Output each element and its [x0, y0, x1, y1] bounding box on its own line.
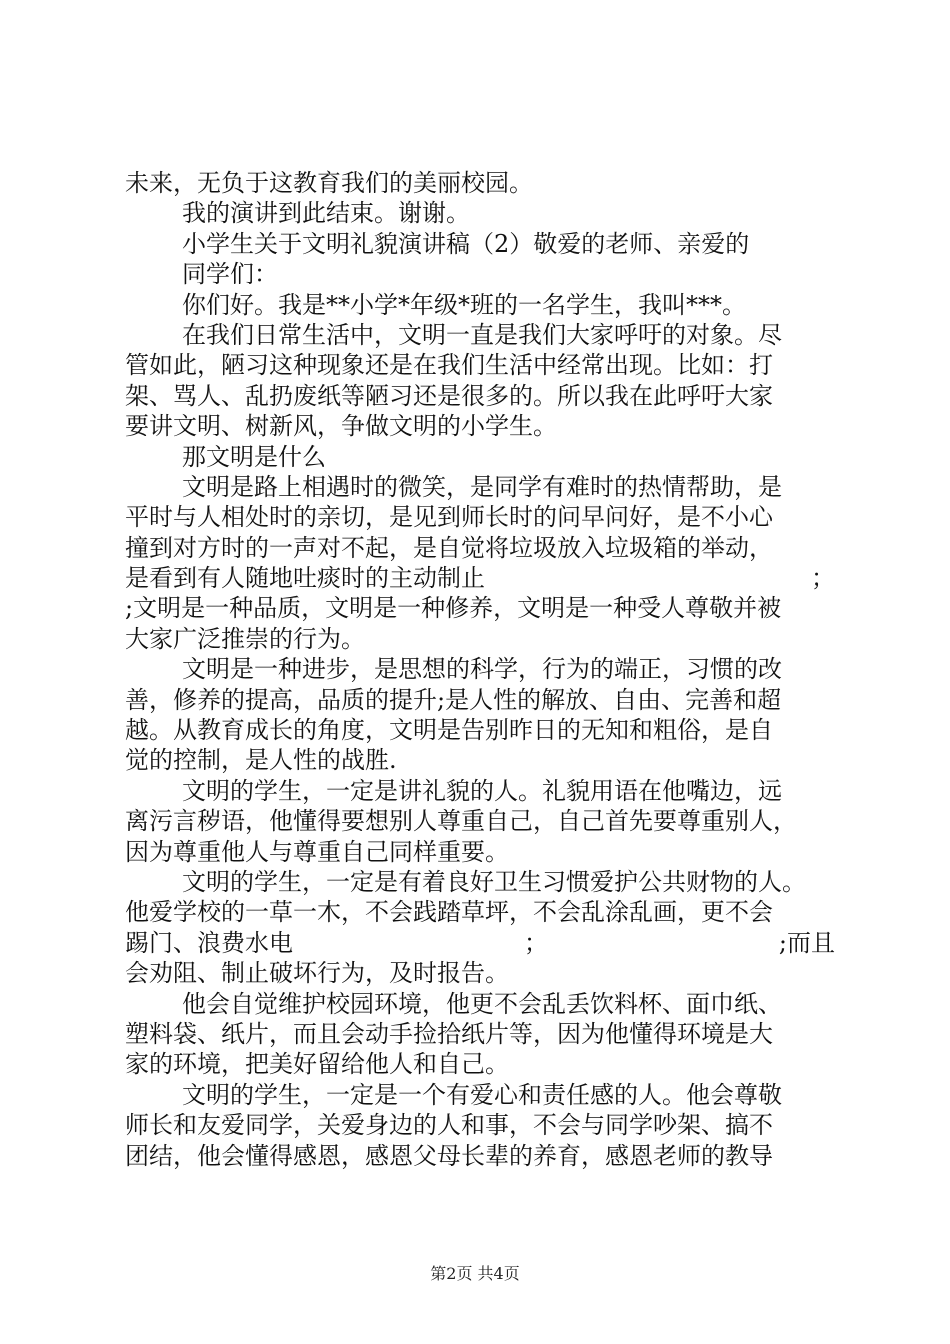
text-line: 大家广泛推崇的行为。 [125, 624, 365, 653]
text-line: 文明是一种进步，是思想的科学，行为的端正，习惯的改 [182, 655, 782, 684]
text-segment: ； [811, 564, 835, 593]
document-body [125, 168, 835, 1171]
text-line: 同学们： [182, 260, 278, 289]
text-line: 文明的学生，一定是讲礼貌的人。礼貌用语在他嘴边，远 [182, 776, 782, 805]
text-line: 因为尊重他人与尊重自己同样重要。 [125, 837, 509, 866]
text-line: 越。从教育成长的角度，文明是告别昨日的无知和粗俗，是自 [125, 716, 773, 745]
text-line: 管如此，陋习这种现象还是在我们生活中经常出现。比如：打 [125, 351, 773, 380]
text-line: 师长和友爱同学，关爱身边的人和事，不会与同学吵架、搞不 [125, 1111, 773, 1140]
text-segment: 踢门、浪费水电 [125, 928, 293, 957]
text-line: 架、骂人、乱扔废纸等陋习还是很多的。所以我在此呼吁大家 [125, 381, 773, 410]
text-line: 在我们日常生活中，文明一直是我们大家呼吁的对象。尽 [182, 320, 782, 349]
text-line [125, 563, 835, 593]
text-segment: ； [523, 928, 548, 957]
text-line: 离污言秽语，他懂得要想别人尊重自己，自己首先要尊重别人， [125, 807, 797, 836]
text-line: 平时与人相处时的亲切，是见到师长时的问早问好，是不小心 [125, 503, 773, 532]
text-segment: 是看到有人随地吐痰时的主动制止 [125, 564, 485, 593]
text-line: 他会自觉维护校园环境，他更不会乱丢饮料杯、面巾纸、 [182, 989, 782, 1018]
page-footer [0, 1264, 950, 1284]
text-line: 文明是路上相遇时的微笑，是同学有难时的热情帮助，是 [182, 472, 782, 501]
text-line: 团结，他会懂得感恩，感恩父母长辈的养育，感恩老师的教导 [125, 1141, 773, 1170]
text-line: 未来，无负于这教育我们的美丽校园。 [125, 169, 533, 197]
text-line: 塑料袋、纸片，而且会动手捡拾纸片等，因为他懂得环境是大 [125, 1019, 773, 1048]
text-line: 撞到对方时的一声对不起，是自觉将垃圾放入垃圾箱的举动， [125, 533, 773, 562]
text-line [125, 928, 835, 958]
text-line: 文明的学生，一定是有着良好卫生习惯爱护公共财物的人。 [182, 867, 806, 896]
text-line: 小学生关于文明礼貌演讲稿（2）敬爱的老师、亲爱的 [182, 229, 750, 258]
text-line: 善，修养的提高，品质的提升;是人性的解放、自由、完善和超 [125, 685, 782, 714]
text-line: 你们好。我是**小学*年级*班的一名学生，我叫***。 [182, 290, 746, 319]
text-line: 文明的学生，一定是一个有爱心和责任感的人。他会尊敬 [182, 1080, 782, 1109]
text-line: 家的环境，把美好留给他人和自己。 [125, 1050, 509, 1079]
text-line: ;文明是一种品质，文明是一种修养，文明是一种受人尊敬并被 [125, 594, 782, 623]
text-line: 会劝阻、制止破坏行为，及时报告。 [125, 959, 509, 988]
text-line: 他爱学校的一草一木，不会践踏草坪，不会乱涂乱画，更不会 [125, 898, 773, 927]
text-line: 那文明是什么 [182, 442, 326, 471]
text-segment: ;而且 [778, 928, 835, 957]
page-number-label: 第2页 共4页 [430, 1264, 520, 1283]
text-line: 要讲文明、树新风，争做文明的小学生。 [125, 412, 557, 441]
text-line: 觉的控制，是人性的战胜. [125, 746, 397, 775]
text-line: 我的演讲到此结束。谢谢。 [182, 199, 470, 228]
